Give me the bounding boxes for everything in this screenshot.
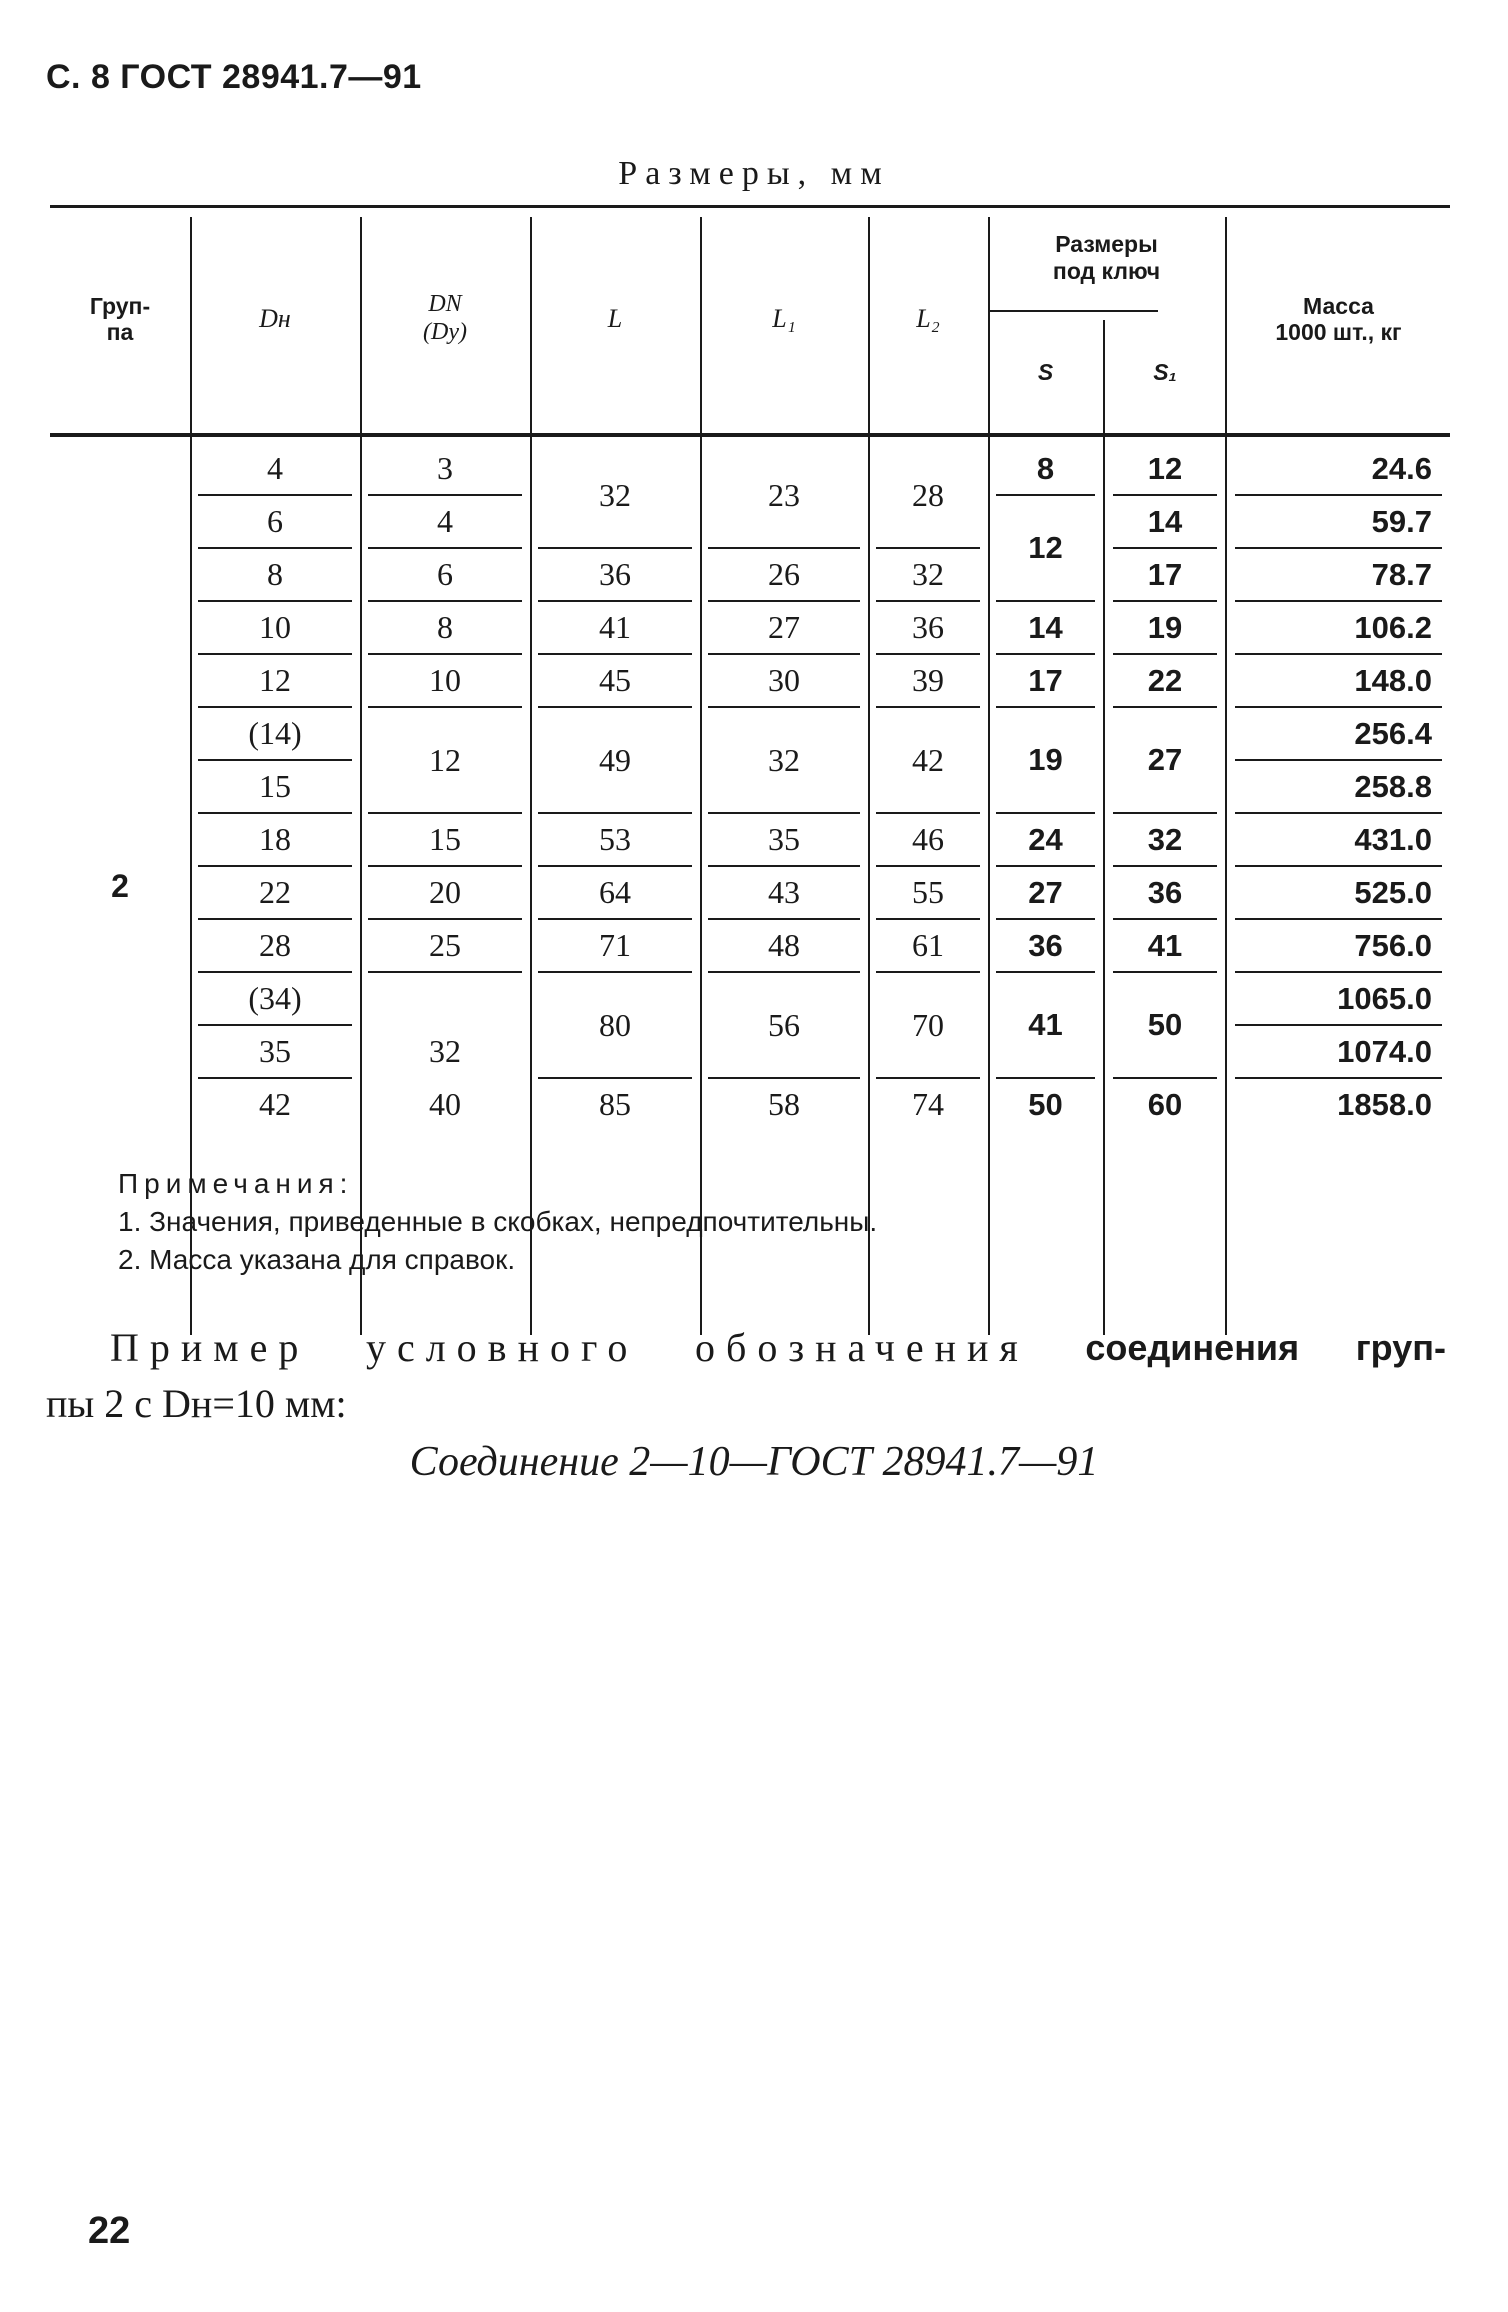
table-cell-l: 64 [599, 874, 631, 910]
row-rule [1235, 706, 1442, 708]
table-cell-mass: 106.2 [1354, 609, 1432, 645]
table-cell-s: 17 [1028, 662, 1063, 698]
table-cell-s: 41 [1028, 1007, 1063, 1042]
table-cell-l: 49 [599, 741, 631, 778]
row-rule [1113, 706, 1217, 708]
table-cell-dn-nominal: 3 [437, 450, 453, 486]
row-rule [1235, 759, 1442, 761]
row-rule [876, 918, 980, 920]
example-word: соединения [1085, 1327, 1300, 1368]
row-rule [368, 706, 522, 708]
table-cell-mass: 258.8 [1354, 768, 1432, 804]
row-rule [198, 918, 352, 920]
table-cell-s1: 41 [1147, 927, 1183, 963]
row-rule [538, 547, 692, 549]
row-rule [1113, 653, 1217, 655]
row-rule [1235, 1077, 1442, 1079]
row-rule [708, 1077, 860, 1079]
table-cell-dn-outer: 35 [259, 1033, 291, 1069]
row-rule [708, 706, 860, 708]
header-wrench-sizes: Размеры под ключ [1052, 231, 1161, 284]
table-cell-s: 27 [1028, 874, 1063, 910]
table-cell-s1: 19 [1147, 609, 1183, 645]
group-value: 2 [111, 867, 129, 904]
example-line-2: пы 2 с Dн=10 мм: [46, 1381, 347, 1426]
row-rule [1113, 494, 1217, 496]
row-rule [996, 1077, 1095, 1079]
col-divider [1103, 320, 1105, 1335]
table-cell-l1: 48 [768, 927, 800, 963]
row-rule [198, 547, 352, 549]
table-cell-l: 71 [599, 927, 631, 963]
row-rule [876, 653, 980, 655]
row-rule [368, 494, 522, 496]
note-item: 1. Значения, приведенные в скобках, непредпочтительны. [118, 1206, 878, 1237]
row-rule [1113, 547, 1217, 549]
table-cell-dn-nominal: 8 [437, 609, 453, 645]
row-rule [708, 547, 860, 549]
row-rule [368, 918, 522, 920]
row-rule [368, 812, 522, 814]
header-l: L [607, 304, 623, 334]
note-item: 2. Масса указана для справок. [118, 1244, 516, 1275]
table-cell-l2: 46 [912, 821, 944, 857]
row-rule [996, 600, 1095, 602]
table-cell-l2: 28 [912, 476, 944, 513]
row-rule [876, 812, 980, 814]
row-rule [1113, 971, 1217, 973]
table-cell-mass: 24.6 [1371, 450, 1432, 486]
row-rule [1235, 600, 1442, 602]
table-cell-s1: 36 [1147, 874, 1183, 910]
row-rule [876, 971, 980, 973]
table-cell-dn-nominal: 25 [429, 927, 461, 963]
table-cell-s1: 14 [1147, 503, 1183, 539]
row-rule [1235, 865, 1442, 867]
row-rule [198, 759, 352, 761]
table-cell-dn-nominal: 40 [429, 1086, 461, 1122]
row-rule [368, 865, 522, 867]
table-cell-l: 80 [599, 1006, 631, 1043]
table-cell-s: 50 [1028, 1086, 1063, 1122]
table-cell-l2: 32 [912, 556, 944, 592]
table-cell-l: 32 [599, 476, 631, 513]
row-rule [538, 1077, 692, 1079]
table-cell-l1: 27 [768, 609, 800, 645]
row-rule [996, 865, 1095, 867]
table-cell-dn-outer: 4 [267, 450, 283, 486]
table-cell-l2: 39 [912, 662, 944, 698]
table-cell-mass: 59.7 [1371, 503, 1432, 539]
row-rule [1235, 653, 1442, 655]
row-rule [708, 653, 860, 655]
header-group: Груп- па [89, 292, 151, 345]
table-cell-s: 19 [1028, 742, 1063, 777]
row-rule [1113, 865, 1217, 867]
header-mass: Масса 1000 шт., кг [1275, 292, 1402, 345]
page-number: 22 [88, 2210, 131, 2252]
row-rule [538, 971, 692, 973]
row-rule [996, 706, 1095, 708]
row-rule [708, 600, 860, 602]
table-cell-s: 36 [1028, 927, 1063, 963]
table-cell-mass: 148.0 [1354, 662, 1432, 698]
table-cell-l: 41 [599, 609, 631, 645]
row-rule [538, 918, 692, 920]
table-cell-dn-outer: 12 [259, 662, 291, 698]
row-rule [538, 706, 692, 708]
table-cell-dn-nominal: 12 [429, 741, 461, 778]
row-rule [538, 653, 692, 655]
table-cell-s: 12 [1028, 530, 1063, 565]
table-cell-dn-nominal: 15 [429, 821, 461, 857]
table-cell-dn-outer: 22 [259, 874, 291, 910]
units-caption: Размеры, мм [618, 155, 890, 192]
row-rule [996, 812, 1095, 814]
example-text [46, 1320, 1446, 1432]
table-cell-l2: 55 [912, 874, 944, 910]
table-cell-dn-outer: 6 [267, 503, 283, 539]
row-rule [996, 971, 1095, 973]
table-cell-l1: 35 [768, 821, 800, 857]
row-rule [198, 494, 352, 496]
table-cell-l2: 74 [912, 1086, 944, 1122]
row-rule [368, 547, 522, 549]
table-cell-s1: 60 [1147, 1086, 1183, 1122]
row-rule [996, 653, 1095, 655]
header-l2: L₂ [916, 304, 940, 334]
table-cell-s1: 12 [1147, 450, 1183, 486]
row-rule [198, 812, 352, 814]
table-cell-mass: 78.7 [1371, 556, 1432, 592]
row-rule [876, 865, 980, 867]
table-cell-mass: 756.0 [1354, 927, 1432, 963]
table-cell-l: 85 [599, 1086, 631, 1122]
row-rule [198, 600, 352, 602]
table-cell-s1: 27 [1147, 742, 1183, 777]
table-cell-l2: 36 [912, 609, 944, 645]
table-cell-mass: 525.0 [1354, 874, 1432, 910]
table-cell-s1: 17 [1147, 556, 1183, 592]
row-rule [876, 1077, 980, 1079]
table-cell-l1: 56 [768, 1006, 800, 1043]
table-cell-dn-outer: 18 [259, 821, 291, 857]
row-rule [876, 706, 980, 708]
row-rule [1235, 812, 1442, 814]
row-rule [1113, 918, 1217, 920]
row-rule [538, 812, 692, 814]
table-cell-dn-nominal: 20 [429, 874, 461, 910]
notes-title: Примечания: [118, 1168, 354, 1199]
row-rule [198, 1024, 352, 1026]
header-dn-outer: Dн [259, 304, 291, 334]
table-cell-dn-outer: 8 [267, 556, 283, 592]
row-rule [708, 812, 860, 814]
row-rule [1113, 1077, 1217, 1079]
row-rule [996, 918, 1095, 920]
example-word: Пример [110, 1325, 310, 1370]
table-cell-l1: 32 [768, 741, 800, 778]
table-cell-dn-outer: 28 [259, 927, 291, 963]
table-cell-s1: 50 [1147, 1007, 1183, 1042]
row-rule [876, 547, 980, 549]
table-cell-l2: 42 [912, 741, 944, 778]
table-cell-s1: 32 [1147, 821, 1183, 857]
row-rule [1235, 494, 1442, 496]
header-dn-nominal: DN (Dу) [423, 291, 467, 345]
row-rule [1235, 1024, 1442, 1026]
row-rule [368, 653, 522, 655]
header-s1: S₁ [1153, 359, 1177, 386]
table-cell-dn-outer: (14) [248, 715, 302, 751]
table-cell-l1: 30 [768, 662, 800, 698]
row-rule [198, 865, 352, 867]
table-cell-s: 14 [1028, 609, 1063, 645]
table-cell-dn-outer: 10 [259, 609, 291, 645]
table-cell-l2: 70 [912, 1006, 944, 1043]
table-cell-mass: 1074.0 [1337, 1033, 1432, 1069]
row-rule [1113, 600, 1217, 602]
table-cell-l: 45 [599, 662, 631, 698]
header-l1: L₁ [772, 304, 796, 334]
row-rule [198, 653, 352, 655]
table-cell-mass: 256.4 [1354, 715, 1432, 751]
row-rule [368, 600, 522, 602]
table-cell-mass: 1065.0 [1337, 980, 1432, 1016]
row-rule [1235, 971, 1442, 973]
row-rule [538, 865, 692, 867]
table-cell-l1: 58 [768, 1086, 800, 1122]
table-cell-dn-outer: (34) [248, 980, 302, 1016]
table-cell-l1: 23 [768, 476, 800, 513]
table-cell-mass: 1858.0 [1337, 1086, 1432, 1122]
table-cell-s: 8 [1036, 450, 1055, 486]
page-header: С. 8 ГОСТ 28941.7—91 [46, 58, 422, 96]
table-cell-dn-nominal: 4 [437, 503, 453, 539]
table-cell-mass: 431.0 [1354, 821, 1432, 857]
table-cell-dn-outer: 42 [259, 1086, 291, 1122]
row-rule [368, 971, 522, 973]
table-cell-dn-outer: 15 [259, 768, 291, 804]
row-rule [876, 600, 980, 602]
header-s: S [1037, 359, 1054, 386]
row-rule [996, 494, 1095, 496]
row-rule [538, 600, 692, 602]
table-cell-dn-nominal: 32 [429, 1033, 461, 1069]
table-cell-l2: 61 [912, 927, 944, 963]
table-cell-l: 53 [599, 821, 631, 857]
table-cell-l: 36 [599, 556, 631, 592]
table-cell-l1: 26 [768, 556, 800, 592]
example-word: условного [365, 1325, 639, 1370]
table-header-rule [50, 433, 1450, 437]
row-rule [198, 1077, 352, 1079]
designation-example: Соединение 2—10—ГОСТ 28941.7—91 [409, 1439, 1099, 1485]
row-rule [1235, 918, 1442, 920]
row-rule [1113, 812, 1217, 814]
row-rule [708, 971, 860, 973]
example-word: груп- [1355, 1327, 1446, 1368]
table-cell-s1: 22 [1147, 662, 1183, 698]
row-rule [198, 706, 352, 708]
table-cell-dn-nominal: 10 [429, 662, 461, 698]
table-cell-l1: 43 [768, 874, 800, 910]
row-rule [198, 971, 352, 973]
row-rule [1235, 547, 1442, 549]
table-cell-dn-nominal: 6 [437, 556, 453, 592]
row-rule [708, 865, 860, 867]
table-cell-s: 24 [1028, 821, 1063, 857]
row-rule [708, 918, 860, 920]
example-word: обозначения [695, 1325, 1029, 1370]
notes-block [118, 1165, 877, 1279]
